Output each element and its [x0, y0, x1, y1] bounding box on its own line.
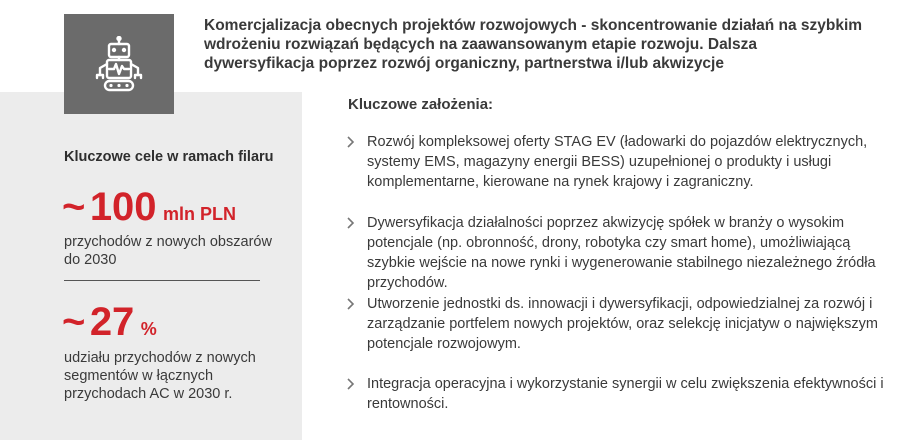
metric-value: 27 — [89, 300, 135, 344]
metric-value: 100 — [89, 185, 157, 229]
chevron-right-icon — [346, 377, 355, 391]
page-title: Komercjalizacja obecnych projektów rozwojowych - skoncentrowanie działań na szybkim wdrożeniu rozwiązań będących na zaawansowanym etapie rozwoju. Dalsza dywersyfikacja poprzez rozwój organiczny, partnerstwa i/lub akwizycje — [204, 17, 863, 72]
divider — [64, 280, 260, 281]
assumption-text: Utworzenie jednostki ds. innowacji i dywersyfikacji, odpowiedzialnej za rozwój i zarządzanie portfelem nowych projektów, oraz selekcję inicjatyw o największym potencjale rozwojowym. — [367, 296, 878, 352]
robot-icon-box — [64, 14, 174, 114]
assumption-text: Rozwój kompleksowej oferty STAG EV (ładowarki do pojazdów elektrycznych, systemy EMS, magazyny energii BESS) uzupełnionej o produkty i usługi komplementarne, kierowane na rynek krajowy i zagraniczny. — [367, 134, 868, 190]
assumption-item — [346, 294, 886, 354]
assumption-item — [346, 374, 886, 414]
metric-unit: mln PLN — [163, 204, 237, 224]
assumption-item — [346, 213, 886, 293]
robot-icon — [95, 36, 143, 92]
metric-share-description: udziału przychodów z nowych segmentów w łącznych przychodach AC w 2030 r. — [64, 350, 256, 402]
assumption-text: Dywersyfikacja działalności poprzez akwizycję spółek w branży o wysokim potencjale (np. obronność, drony, robotyka czy smart home), umożliwiającą szybkie wejście na nowe rynki i wygenerowanie stabilnego niezależnego źródła przychodów. — [367, 215, 876, 291]
chevron-right-icon — [346, 216, 355, 230]
metric-revenue-description: przychodów z nowych obszarów do 2030 — [64, 234, 272, 268]
goals-title: Kluczowe cele w ramach filaru — [64, 149, 274, 165]
metric-tilde: ~ — [62, 300, 86, 344]
chevron-right-icon — [346, 135, 355, 149]
metric-revenue — [62, 185, 236, 230]
assumption-item — [346, 132, 886, 192]
assumption-text: Integracja operacyjna i wykorzystanie synergii w celu zwiększenia efektywności i rentowności. — [367, 376, 884, 412]
metric-share — [62, 300, 157, 345]
chevron-right-icon — [346, 297, 355, 311]
assumptions-heading: Kluczowe założenia: — [348, 96, 494, 113]
metric-tilde: ~ — [62, 185, 86, 229]
metric-unit: % — [140, 319, 157, 339]
